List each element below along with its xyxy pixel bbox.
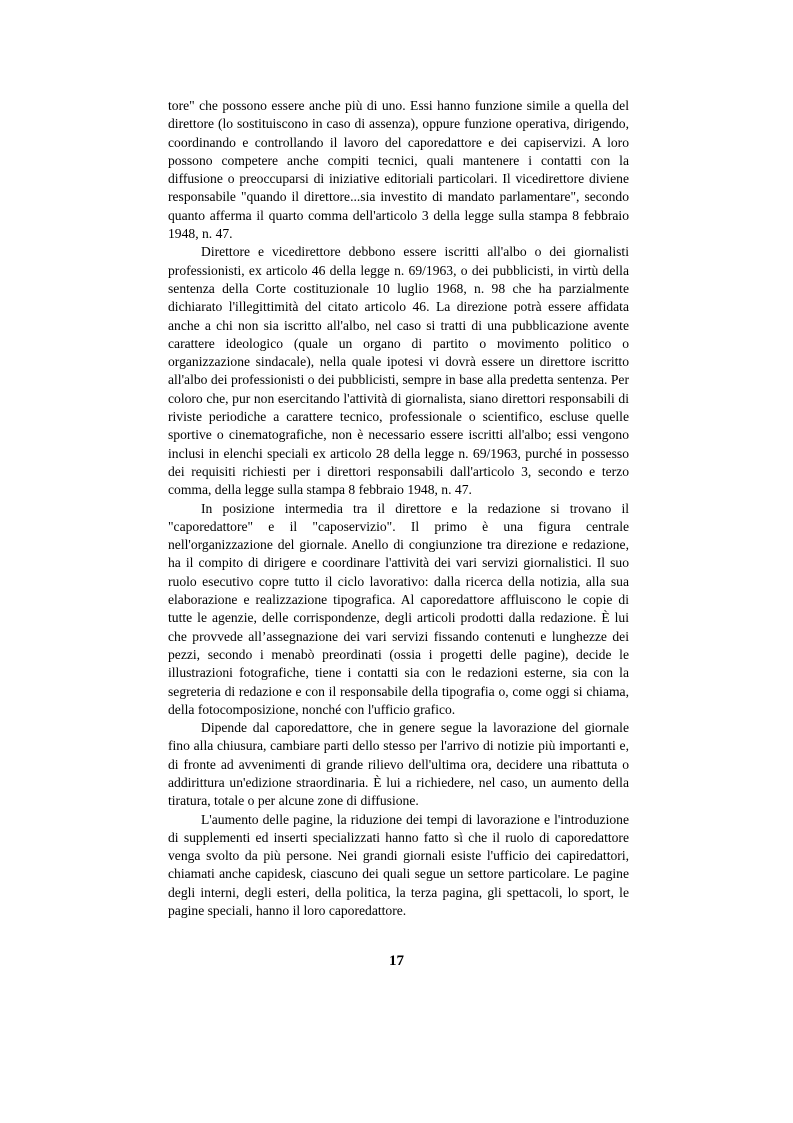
paragraph: Dipende dal caporedattore, che in genere segue la lavorazione del giornale fino alla chiusura, cambiare parti dello stesso per l'arrivo di notizie più importanti e, di fronte ad avvenimenti di grande rilievo dell'ultima ora, decidere una ribattuta o addirittura un'edizione straordinaria. È lui a richiedere, nel caso, un aumento della tiratura, totale o per alcune zone di diffusione. [168,720,629,809]
paragraph: Direttore e vicedirettore debbono essere iscritti all'albo o dei giornalisti professionisti, ex articolo 46 della legge n. 69/1963, o dei pubblicisti, in virtù della sentenza della Corte costituzionale 10 luglio 1968, n. 98 che ha parzialmente dichiarato l'illegittimità del citato articolo 46. La direzione potrà essere affidata anche a chi non sia iscritto all'albo, nel caso si tratti di una pubblicazione avente carattere ideologico (quale un organo di partito o movimento politico o organizzazione sindacale), nella quale ipotesi vi dovrà essere un direttore iscritto all'albo dei professionisti o dei pubblicisti, sempre in base alla predetta sentenza. Per coloro che, pur non esercitando l'attività di giornalista, siano direttori responsabili di riviste periodiche a carattere tecnico, professionale o scientifico, escluse quelle sportive o cinematografiche, non è necessario essere iscritti all'albo; essi vengono inclusi in elenchi speciali ex articolo 28 della legge n. 69/1963, purché in possesso dei requisiti richiesti per i direttori responsabili dall'articolo 3, secondo e terzo comma, della legge sulla stampa 8 febbraio 1948, n. 47. [168,244,629,498]
paragraph: L'aumento delle pagine, la riduzione dei tempi di lavorazione e l'introduzione di supplementi ed inserti specializzati hanno fatto sì che il ruolo di caporedattore venga svolto da più persone. Nei grandi giornali esiste l'ufficio dei capiredattori, chiamati anche capidesk, ciascuno dei quali segue un settore particolare. Le pagine degli interni, degli esteri, della politica, la terza pagina, gli spettacoli, lo sport, le pagine speciali, hanno il loro caporedattore. [168,811,629,919]
page-number: 17 [389,953,404,969]
paragraph: tore" che possono essere anche più di uno. Essi hanno funzione simile a quella del direttore (lo sostituiscono in caso di assenza), oppure funzione operativa, dirigendo, coordinando e controllando il lavoro del caporedattore e dei capiservizi. A loro possono competere anche compiti tecnici, quali mantenere i contatti con la diffusione o preoccuparsi di iniziative editoriali particolari. Il vicedirettore diviene responsabile "quando il direttore...sia investito di mandato parlamentare", secondo quanto afferma il quarto comma dell'articolo 3 della legge sulla stampa 8 febbraio 1948, n. 47. [168,98,629,242]
body-text [168,97,629,920]
paragraph: In posizione intermedia tra il direttore e la redazione si trovano il "caporedattore" e il "caposervizio". Il primo è una figura centrale nell'organizzazione del giornale. Anello di congiunzione tra direzione e redazione, ha il compito di dirigere e coordinare l'attività dei vari servizi giornalistici. Il suo ruolo esecutivo copre tutto il ciclo lavorativo: dalla ricerca della notizia, alla sua elaborazione e realizzazione tipografica. Al caporedattore affluiscono le copie di tutte le agenzie, delle corrispondenze, degli articoli prodotti dalla redazione. È lui che provvede all’assegnazione dei vari servizi fissando contenuti e lunghezze dei pezzi, secondo i menabò preordinati (ossia i progetti delle pagine), decide le illustrazioni fotografiche, tiene i contatti sia con le redazioni esterne, sia con la segreteria di redazione e con il responsabile della tipografia o, come oggi si chiama, della fotocomposizione, nonché con l'ufficio grafico. [168,500,629,717]
